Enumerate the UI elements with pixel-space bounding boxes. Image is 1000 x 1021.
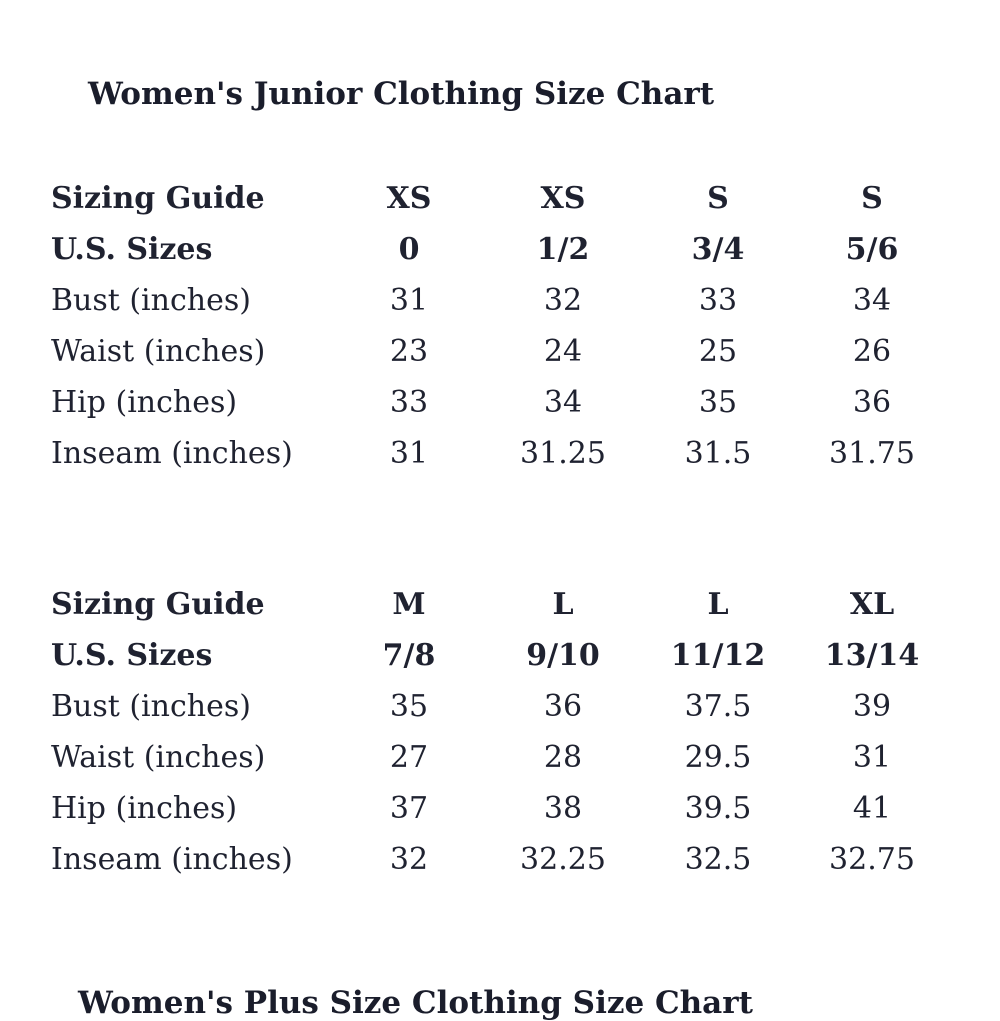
table-cell: 29.5 [684, 740, 752, 775]
table-cell: 1/2 [536, 232, 590, 267]
table-cell: XL [849, 587, 895, 622]
table-cell: 27 [389, 740, 429, 775]
table-cell: XS [540, 181, 586, 216]
table-cell: 3/4 [691, 232, 745, 267]
row-label: Inseam (inches) [51, 842, 293, 877]
table-cell: 23 [389, 334, 429, 369]
table-cell: 34 [543, 385, 583, 420]
table-cell: 7/8 [382, 638, 436, 673]
row-label: Sizing Guide [51, 587, 265, 622]
table-cell: 31 [389, 436, 429, 471]
table-cell: 32.75 [829, 842, 915, 877]
table-cell: L [552, 587, 574, 622]
row-label: Sizing Guide [51, 181, 265, 216]
table-cell: 36 [543, 689, 583, 724]
row-label: Bust (inches) [51, 689, 251, 724]
table-cell: 33 [389, 385, 429, 420]
table-cell: 13/14 [824, 638, 920, 673]
table-cell: 26 [852, 334, 892, 369]
table-cell: 11/12 [670, 638, 766, 673]
table-row-waist [51, 326, 951, 377]
row-label: Bust (inches) [51, 283, 251, 318]
row-label: Waist (inches) [51, 334, 266, 369]
table-cell: 39 [852, 689, 892, 724]
size-table-juniors-m-xl [51, 579, 951, 885]
table-cell: 37.5 [684, 689, 752, 724]
row-label: Inseam (inches) [51, 436, 293, 471]
table-cell: 33 [698, 283, 738, 318]
table-cell: 31.5 [684, 436, 752, 471]
table-cell: 38 [543, 791, 583, 826]
table-row-inseam [51, 834, 951, 885]
table-cell: 0 [398, 232, 420, 267]
table-cell: 35 [389, 689, 429, 724]
table-cell: 24 [543, 334, 583, 369]
table-row-bust [51, 681, 951, 732]
table-cell: 34 [852, 283, 892, 318]
table-cell: 31.75 [829, 436, 915, 471]
table-cell: 9/10 [526, 638, 600, 673]
table-cell: 25 [698, 334, 738, 369]
table-cell: 32.25 [520, 842, 606, 877]
row-label: U.S. Sizes [51, 232, 213, 267]
row-label: U.S. Sizes [51, 638, 213, 673]
table-cell: S [861, 181, 883, 216]
table-cell: 36 [852, 385, 892, 420]
table-cell: 32 [389, 842, 429, 877]
table-cell: XS [386, 181, 432, 216]
table-cell: 5/6 [845, 232, 899, 267]
next-section-title: Women's Plus Size Clothing Size Chart [78, 985, 753, 1021]
table-row-sizing-guide [51, 173, 951, 224]
table-row-hip [51, 377, 951, 428]
table-cell: 31 [852, 740, 892, 775]
table-cell: 35 [698, 385, 738, 420]
table-row-us-sizes [51, 630, 951, 681]
table-cell: 41 [852, 791, 892, 826]
table-row-sizing-guide [51, 579, 951, 630]
row-label: Hip (inches) [51, 791, 238, 826]
table-cell: 32 [543, 283, 583, 318]
table-cell: 32.5 [684, 842, 752, 877]
table-row-hip [51, 783, 951, 834]
table-cell: M [392, 587, 426, 622]
row-label: Waist (inches) [51, 740, 266, 775]
table-row-us-sizes [51, 224, 951, 275]
table-row-bust [51, 275, 951, 326]
size-table-juniors-xs-s [51, 173, 951, 479]
table-cell: L [707, 587, 729, 622]
table-cell: 31 [389, 283, 429, 318]
row-label: Hip (inches) [51, 385, 238, 420]
table-row-waist [51, 732, 951, 783]
table-cell: S [707, 181, 729, 216]
table-cell: 39.5 [684, 791, 752, 826]
page-title: Women's Junior Clothing Size Chart [88, 76, 715, 112]
table-cell: 37 [389, 791, 429, 826]
table-row-inseam [51, 428, 951, 479]
table-cell: 28 [543, 740, 583, 775]
table-cell: 31.25 [520, 436, 606, 471]
